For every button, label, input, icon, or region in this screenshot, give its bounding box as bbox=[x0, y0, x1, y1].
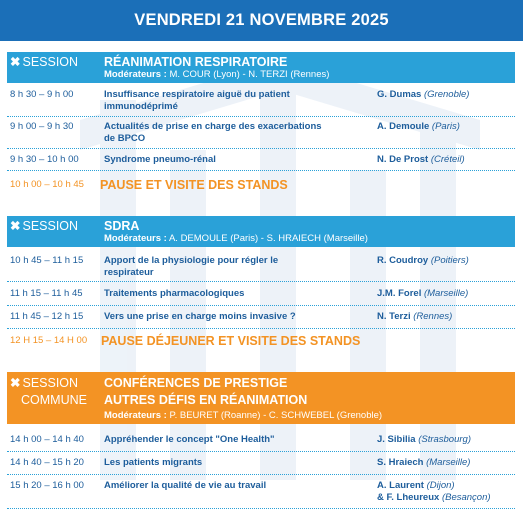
session-label: ✖ SESSION bbox=[10, 55, 79, 69]
talk-speaker: R. Coudroy (Poitiers) bbox=[377, 255, 469, 266]
talk-time: 14 h 40 – 15 h 20 bbox=[10, 457, 84, 468]
row-divider bbox=[7, 328, 515, 329]
x-icon: ✖ bbox=[10, 376, 21, 390]
talk-speaker: S. Hraiech (Marseille) bbox=[377, 457, 471, 468]
talk-title: Insuffisance respiratoire aiguë du patient immunodéprimé bbox=[104, 89, 290, 112]
session-header-conferences-de-prestige bbox=[7, 372, 515, 424]
row-divider bbox=[7, 116, 515, 117]
session-header-reanimation-respiratoire bbox=[7, 52, 515, 83]
talk-title: Syndrome pneumo-rénal bbox=[104, 154, 216, 165]
talk-speaker: N. Terzi (Rennes) bbox=[377, 311, 453, 322]
pause-label: PAUSE DÉJEUNER ET VISITE DES STANDS bbox=[101, 334, 361, 348]
pause-time: 10 h 00 – 10 h 45 bbox=[10, 179, 84, 190]
row-divider bbox=[7, 508, 515, 509]
talk-speaker: A. Laurent (Dijon) & F. Lheureux (Besançon) bbox=[377, 480, 491, 503]
talk-speaker: J. Sibilia (Strasbourg) bbox=[377, 434, 471, 445]
session-title: RÉANIMATION RESPIRATOIRE bbox=[104, 55, 288, 69]
session-label: ✖ SESSION bbox=[10, 219, 79, 233]
row-divider bbox=[7, 148, 515, 149]
session-header-sdra bbox=[7, 216, 515, 247]
row-divider bbox=[7, 305, 515, 306]
talk-time: 15 h 20 – 16 h 00 bbox=[10, 480, 84, 491]
session-moderators: Modérateurs : M. COUR (Lyon) - N. TERZI (Rennes) bbox=[104, 69, 330, 80]
talk-time: 11 h 15 – 11 h 45 bbox=[10, 288, 83, 299]
x-icon: ✖ bbox=[10, 219, 21, 233]
session-moderators: Modérateurs : P. BEURET (Roanne) - C. SCHWEBEL (Grenoble) bbox=[104, 410, 383, 421]
talk-title: Traitements pharmacologiques bbox=[104, 288, 245, 299]
talk-speaker: N. De Prost (Créteil) bbox=[377, 154, 465, 165]
talk-time: 11 h 45 – 12 h 15 bbox=[10, 311, 84, 322]
talk-time: 9 h 30 – 10 h 00 bbox=[10, 154, 79, 165]
talk-title: Appréhender le concept "One Health" bbox=[104, 434, 275, 445]
talk-time: 14 h 00 – 14 h 40 bbox=[10, 434, 84, 445]
day-title: VENDREDI 21 NOVEMBRE 2025 bbox=[0, 0, 523, 41]
talk-speaker: A. Demoule (Paris) bbox=[377, 121, 460, 132]
talk-speaker: J.M. Forel (Marseille) bbox=[377, 288, 469, 299]
talk-time: 9 h 00 – 9 h 30 bbox=[10, 121, 74, 132]
talk-time: 10 h 45 – 11 h 15 bbox=[10, 255, 84, 266]
row-divider bbox=[7, 170, 515, 171]
talk-speaker: G. Dumas (Grenoble) bbox=[377, 89, 470, 100]
talk-title: Apport de la physiologie pour régler le respirateur bbox=[104, 255, 279, 278]
talk-title: Améliorer la qualité de vie au travail bbox=[104, 480, 267, 491]
talk-time: 8 h 30 – 9 h 00 bbox=[10, 89, 74, 100]
session-title: SDRA bbox=[104, 219, 140, 233]
row-divider bbox=[7, 281, 515, 282]
pause-time: 12 H 15 – 14 H 00 bbox=[10, 335, 88, 346]
talk-title: Vers une prise en charge moins invasive ? bbox=[104, 311, 296, 322]
x-icon: ✖ bbox=[10, 55, 21, 69]
talk-title: Les patients migrants bbox=[104, 457, 203, 468]
session-title: CONFÉRENCES DE PRESTIGE AUTRES DÉFIS EN RÉANIMATION bbox=[104, 376, 308, 407]
row-divider bbox=[7, 474, 515, 475]
talk-title: Actualités de prise en charge des exacerbations de BPCO bbox=[104, 121, 322, 144]
pause-label: PAUSE ET VISITE DES STANDS bbox=[100, 178, 288, 192]
session-label: ✖ SESSION COMMUNE bbox=[10, 376, 87, 407]
session-moderators: Modérateurs : A. DEMOULE (Paris) - S. HRAIECH (Marseille) bbox=[104, 233, 368, 244]
row-divider bbox=[7, 451, 515, 452]
